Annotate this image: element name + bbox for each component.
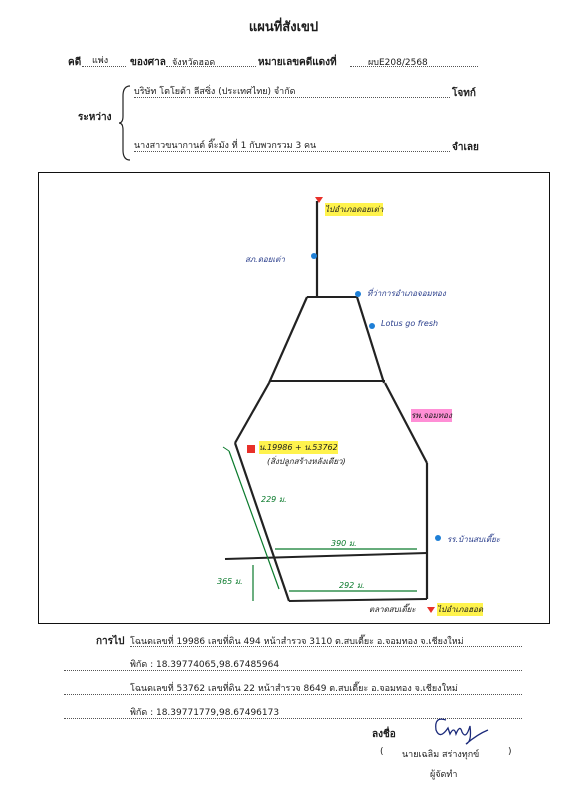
signature-icon xyxy=(432,712,492,746)
signer-role: ผู้จัดทำ xyxy=(430,770,458,780)
plot-marker-icon xyxy=(247,445,255,453)
plot-note: (สิ่งปลูกสร้างหลังเดียว) xyxy=(267,457,346,466)
dimension-long: 229 ม. xyxy=(261,495,287,504)
deed-1: โฉนดเลขที่ 19986 เลขที่ดิน 494 หน้าสำรวจ 3110 ต.สบเตี๊ยะ อ.จอมทอง จ.เชียงใหม่ xyxy=(130,637,464,647)
case-number: ผบE208/2568 xyxy=(368,58,428,68)
plaintiff-role: โจทก์ xyxy=(452,88,476,99)
court-label: ของศาล xyxy=(130,57,166,68)
plot-label: น.19986 + น.53762 xyxy=(259,443,338,452)
map-roads xyxy=(39,173,549,623)
place-school: รร.บ้านสบเตี๊ยะ xyxy=(447,535,501,544)
place-market: ตลาดสบเตี๊ยะ xyxy=(369,605,416,614)
road-left-upper xyxy=(269,297,307,383)
coord-2: พิกัด : 18.39771779,98.67496173 xyxy=(130,708,280,718)
north-direction-label: ไปอำเภอดอยเต่า xyxy=(325,205,384,214)
place-district-office: ที่ว่าการอำเภอจอมทอง xyxy=(367,289,446,298)
poi-lotus-icon xyxy=(369,323,375,329)
sign-label: ลงชื่อ xyxy=(372,729,396,740)
poi-school-icon xyxy=(435,535,441,541)
court-name: จังหวัดฮอด xyxy=(172,58,216,68)
goto-label: การไป xyxy=(96,636,125,647)
case-number-label: หมายเลขคดีแดงที่ xyxy=(258,57,337,68)
case-type: แพ่ง xyxy=(92,56,109,66)
coord-1: พิกัด : 18.39774065,98.67485964 xyxy=(130,660,280,670)
road-bottom xyxy=(289,599,427,601)
dimension-side: 365 ม. xyxy=(217,577,243,586)
brace-icon xyxy=(118,84,132,162)
dimension-mid: 390 ม. xyxy=(331,539,357,548)
poi-police-icon xyxy=(311,253,317,259)
paren-open: ( xyxy=(380,747,384,757)
page-title: แผนที่สังเขป xyxy=(248,20,319,35)
deed-2: โฉนดเลขที่ 53762 เลขที่ดิน 22 หน้าสำรวจ 8649 ต.สบเตี๊ยะ อ.จอมทอง จ.เชียงใหม่ xyxy=(130,684,458,694)
place-hospital: รพ.จอมทอง xyxy=(411,411,452,420)
between-label: ระหว่าง xyxy=(78,112,112,123)
dimension-short: 292 ม. xyxy=(339,581,365,590)
poi-district-office-icon xyxy=(355,291,361,297)
road-right-upper xyxy=(357,297,384,383)
defendant-name: นางสาวขนากานต์ ติ๊ะมัง ที่ 1 กับพวกรวม 3 คน xyxy=(134,141,317,151)
road-cross-lower xyxy=(225,553,427,559)
paren-close: ) xyxy=(508,747,512,757)
place-lotus: Lotus go fresh xyxy=(381,319,439,328)
defendant-role: จำเลย xyxy=(452,142,479,153)
place-police: สภ.ดอยเต่า xyxy=(245,255,285,264)
sketch-map xyxy=(38,172,550,624)
case-label: คดี xyxy=(68,57,82,68)
plaintiff-name: บริษัท โตโยต้า ลีสซิ่ง (ประเทศไทย) จำกัด xyxy=(134,87,296,97)
south-direction-label: ไปอำเภอฮอด xyxy=(437,605,484,614)
south-arrow-icon xyxy=(427,607,435,613)
signer-name: นายเฉลิม สร่างทุกข์ xyxy=(402,750,480,760)
